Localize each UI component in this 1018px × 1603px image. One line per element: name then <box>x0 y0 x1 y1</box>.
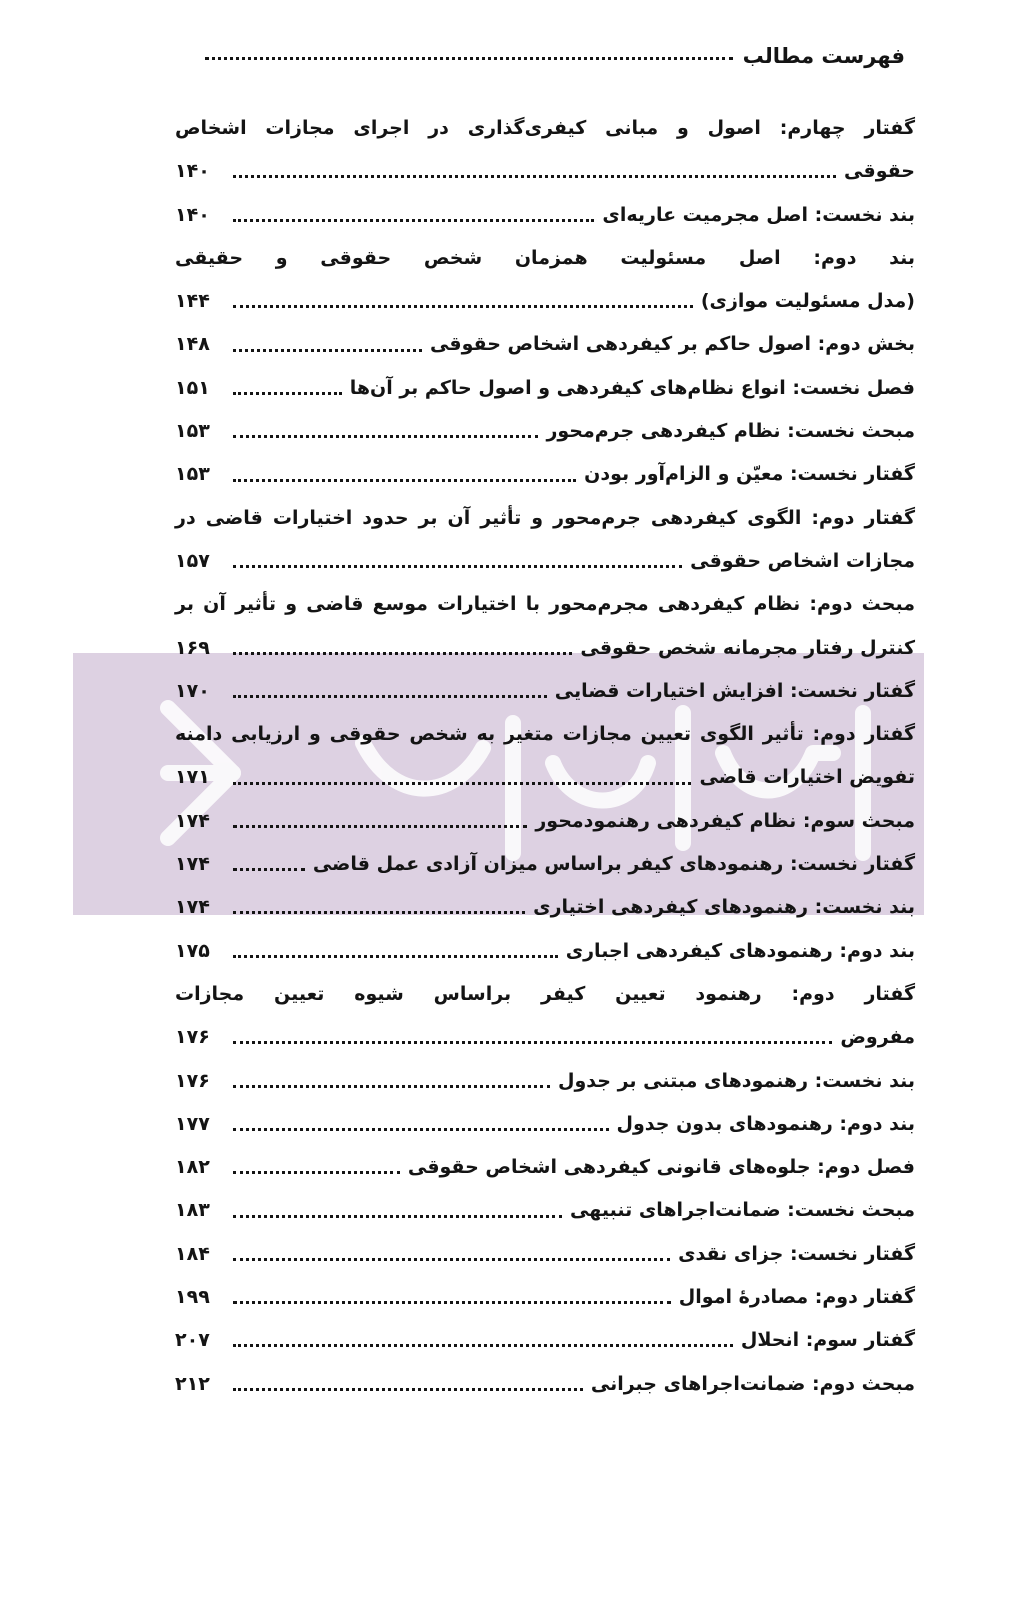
toc-entry <box>175 453 915 496</box>
toc-entry <box>175 843 915 886</box>
toc-page-number: ۱۸۲ <box>175 1156 210 1179</box>
toc-entry <box>175 756 915 799</box>
toc-entry <box>175 1233 915 1276</box>
toc-entry-title: فصل دوم: جلوه‌های قانونی کیفردهی اشخاص حقوقی <box>407 1156 915 1179</box>
toc-entry <box>175 973 915 1016</box>
dot-leader <box>233 1388 583 1391</box>
dot-leader <box>233 1301 671 1304</box>
toc-entry-title: گفتار سوم: انحلال <box>740 1329 915 1352</box>
toc-entry-title: بند نخست: رهنمودهای مبتنی بر جدول <box>558 1069 915 1092</box>
dot-leader <box>233 825 527 828</box>
toc-page-number: ۱۷۱ <box>175 766 210 789</box>
page-title: فهرست مطالب <box>742 44 905 68</box>
toc-entry-title: مبحث سوم: نظام کیفردهی رهنمودمحور <box>535 809 915 832</box>
dot-leader <box>233 652 572 655</box>
dot-leader <box>233 911 525 914</box>
toc-page-number: ۱۷۵ <box>175 939 210 962</box>
toc-entry <box>175 367 915 410</box>
dot-leader <box>233 695 547 698</box>
dot-leader <box>233 782 691 785</box>
toc-entry <box>175 713 915 756</box>
toc-entry-title: مبحث نخست: ضمانت‌اجراهای تنبیهی <box>570 1199 915 1222</box>
page-header <box>205 28 905 68</box>
toc-entry-title: مبحث دوم: نظام کیفردهی مجرم‌محور با اختیارات موسع قاضی و تأثیر آن بر <box>175 593 915 616</box>
toc-entry-title: بند دوم: اصل مسئولیت همزمان شخص حقوقی و حقیقی <box>175 246 915 269</box>
toc-page-number: ۱۴۰ <box>175 160 210 183</box>
dot-leader <box>233 435 538 438</box>
toc-entry-title: بند نخست: رهنمودهای کیفردهی اختیاری <box>533 896 915 919</box>
toc-page-number: ۱۵۱ <box>175 376 210 399</box>
toc-entry <box>175 1060 915 1103</box>
toc-page-number: ۱۵۷ <box>175 549 210 572</box>
toc-page-number: ۱۷۴ <box>175 853 210 876</box>
toc-entry <box>175 1276 915 1319</box>
toc-page-number: ۱۵۳ <box>175 463 210 486</box>
toc-entry-title: فصل نخست: انواع نظام‌های کیفردهی و اصول حاکم بر آن‌ها <box>349 376 915 399</box>
dot-leader <box>233 1258 670 1261</box>
toc-page-number: ۱۸۳ <box>175 1199 210 1222</box>
toc-page-number: ۱۷۷ <box>175 1112 210 1135</box>
toc-entry <box>175 1189 915 1232</box>
toc-entry <box>175 583 915 626</box>
dot-leader <box>233 955 558 958</box>
toc-entry <box>175 237 915 280</box>
toc-entry <box>175 1103 915 1146</box>
toc-entry-title: بند دوم: رهنمودهای بدون جدول <box>616 1112 915 1135</box>
toc-page-number: ۱۵۳ <box>175 420 210 443</box>
toc-page-number: ۱۶۹ <box>175 636 210 659</box>
toc-entry <box>175 930 915 973</box>
toc-entry-title: گفتار دوم: رهنمود تعیین کیفر براساس شیوه تعیین مجازات <box>175 982 915 1005</box>
toc-entry <box>175 627 915 670</box>
dot-leader <box>233 175 836 178</box>
dot-leader <box>233 565 682 568</box>
toc-page-number: ۱۷۶ <box>175 1069 210 1092</box>
dot-leader <box>233 1085 550 1088</box>
dot-leader <box>233 349 422 352</box>
toc-entry-title: بند نخست: اصل مجرمیت عاریه‌ای <box>602 203 915 226</box>
toc-entry <box>175 1363 915 1406</box>
toc-entry <box>175 1016 915 1059</box>
table-of-contents <box>175 107 915 1406</box>
toc-page-number: ۲۰۷ <box>175 1329 210 1352</box>
toc-entry-title: گفتار نخست: معیّن و الزام‌آور بودن <box>584 463 915 486</box>
toc-entry <box>175 107 915 150</box>
toc-entry-title: کنترل رفتار مجرمانه شخص حقوقی <box>580 636 915 659</box>
toc-entry-title: بند دوم: رهنمودهای کیفردهی اجباری <box>565 939 915 962</box>
toc-entry <box>175 540 915 583</box>
toc-entry-title: گفتار دوم: تأثیر الگوی تعیین مجازات متغیر به شخص حقوقی و ارزیابی دامنه <box>175 723 915 746</box>
toc-page-number: ۱۷۴ <box>175 896 210 919</box>
toc-entry <box>175 410 915 453</box>
toc-entry <box>175 670 915 713</box>
header-dot-leader <box>205 57 733 60</box>
toc-entry <box>175 497 915 540</box>
dot-leader <box>233 479 576 482</box>
toc-entry-title: حقوقی <box>844 160 915 183</box>
dot-leader <box>233 868 305 871</box>
dot-leader <box>233 305 693 308</box>
toc-page-number: ۱۷۶ <box>175 1026 210 1049</box>
dot-leader <box>233 392 342 395</box>
toc-page-number: ۱۴۸ <box>175 333 210 356</box>
dot-leader <box>233 1171 400 1174</box>
dot-leader <box>233 1215 562 1218</box>
toc-entry-title: تفویض اختیارات قاضی <box>699 766 915 789</box>
toc-page-number: ۱۹۹ <box>175 1286 210 1309</box>
toc-entry-title: گفتار نخست: افزایش اختیارات قضایی <box>554 679 915 702</box>
toc-entry-title: گفتار دوم: مصادرهٔ اموال <box>678 1286 915 1309</box>
toc-entry <box>175 194 915 237</box>
toc-entry-title: گفتار چهارم: اصول و مبانی کیفری‌گذاری در اجرای مجازات اشخاص <box>175 117 915 139</box>
toc-entry <box>175 280 915 323</box>
toc-page-number: ۱۷۴ <box>175 809 210 832</box>
toc-entry-title: بخش دوم: اصول حاکم بر کیفردهی اشخاص حقوقی <box>429 333 915 356</box>
toc-entry-title: گفتار نخست: رهنمودهای کیفر براساس میزان آزادی عمل قاضی <box>312 853 915 876</box>
toc-entry-title: گفتار دوم: الگوی کیفردهی جرم‌محور و تأثیر آن بر حدود اختیارات قاضی در <box>175 506 915 529</box>
dot-leader <box>233 1344 733 1347</box>
dot-leader <box>233 1128 609 1131</box>
toc-entry <box>175 150 915 193</box>
toc-entry-title: گفتار نخست: جزای نقدی <box>678 1242 915 1265</box>
toc-entry-title: (مدل مسئولیت موازی) <box>700 290 915 313</box>
toc-page-number: ۱۷۰ <box>175 679 210 702</box>
toc-entry <box>175 800 915 843</box>
toc-entry <box>175 1146 915 1189</box>
toc-entry-title: مفروض <box>840 1026 915 1049</box>
toc-entry <box>175 886 915 929</box>
toc-entry <box>175 323 915 366</box>
dot-leader <box>233 219 594 222</box>
toc-page-number: ۲۱۲ <box>175 1372 210 1395</box>
dot-leader <box>233 1041 832 1044</box>
toc-entry <box>175 1319 915 1362</box>
toc-entry-title: مجازات اشخاص حقوقی <box>690 549 915 572</box>
toc-page-number: ۱۴۴ <box>175 290 210 313</box>
toc-page-number: ۱۸۴ <box>175 1242 210 1265</box>
toc-entry-title: مبحث دوم: ضمانت‌اجراهای جبرانی <box>590 1372 915 1395</box>
toc-page-number: ۱۴۰ <box>175 203 210 226</box>
toc-entry-title: مبحث نخست: نظام کیفردهی جرم‌محور <box>546 420 915 443</box>
